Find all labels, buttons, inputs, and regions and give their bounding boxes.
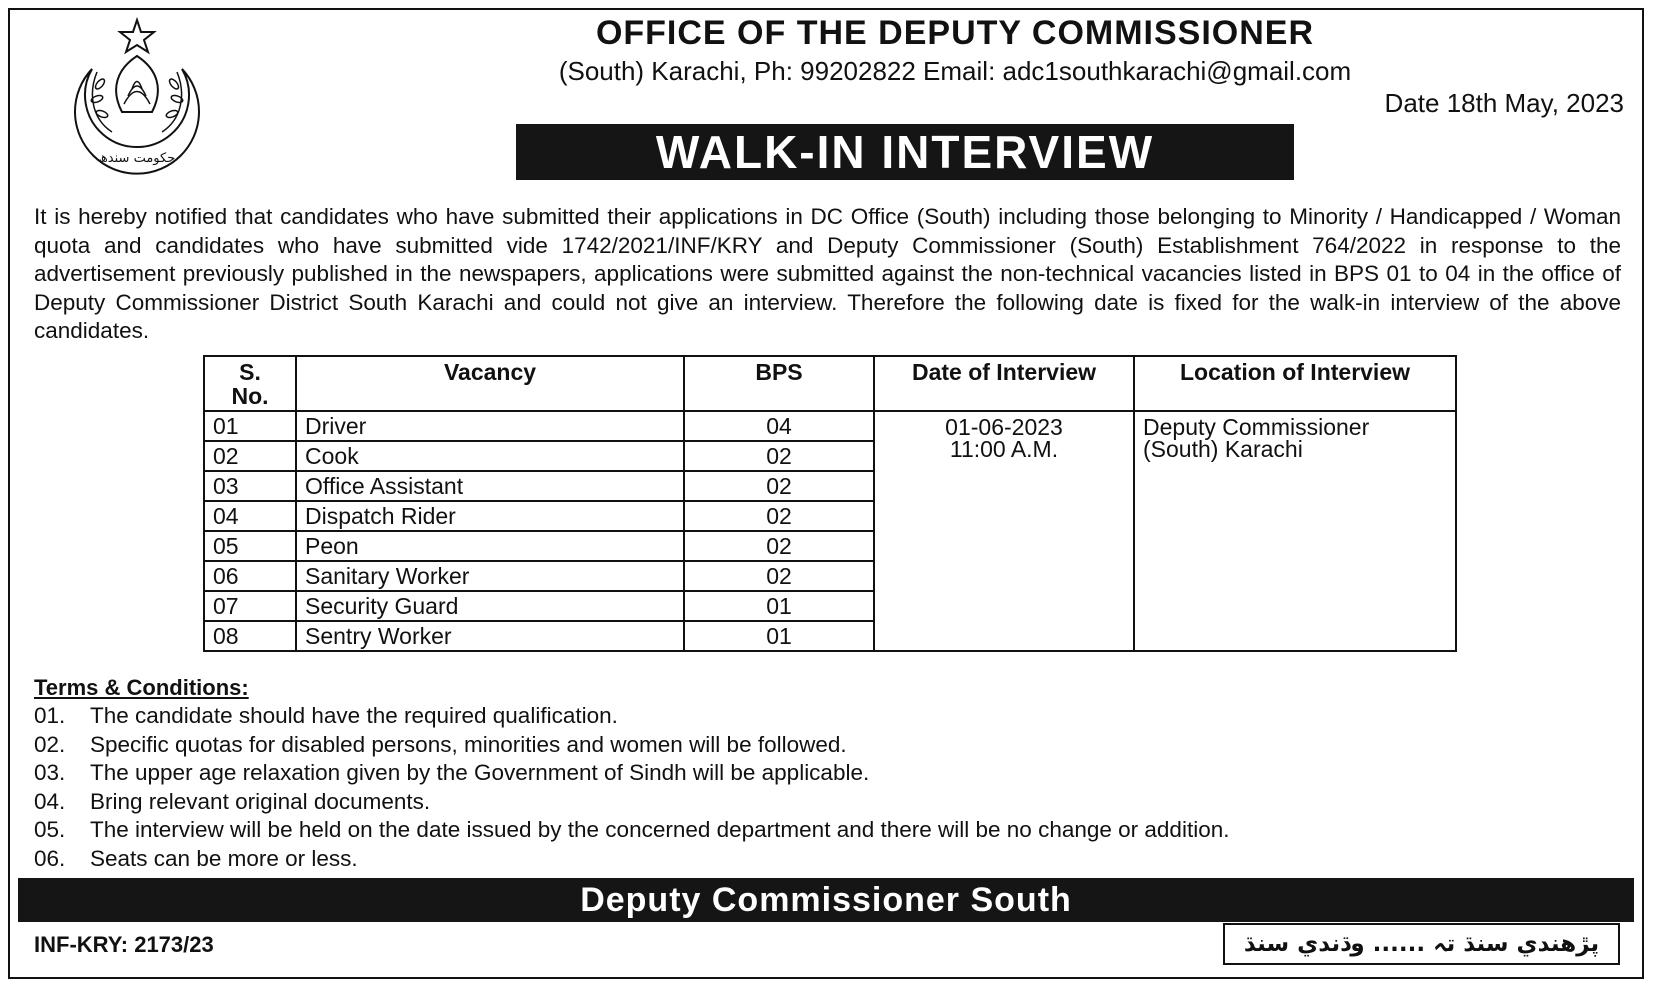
header-location: Location of Interview — [1134, 356, 1456, 411]
term-number: 04. — [34, 788, 66, 814]
table-header-row — [204, 356, 1456, 411]
header-bps: BPS — [684, 356, 874, 411]
term-number: 05. — [34, 817, 66, 842]
cell-bps: 04 — [684, 411, 874, 441]
sindh-government-emblem-icon — [52, 14, 222, 184]
header-vacancy: Vacancy — [296, 356, 684, 411]
cell-bps: 02 — [684, 441, 874, 471]
cell-interview-location — [1134, 411, 1456, 651]
interview-time: 11:00 A.M. — [949, 436, 1059, 462]
office-title: OFFICE OF THE DEPUTY COMMISSIONER — [595, 14, 1315, 52]
location-line2: (South) Karachi — [1143, 436, 1303, 462]
office-contact: (South) Karachi, Ph: 99202822 Email: adc1southkarachi@gmail.com — [558, 56, 1352, 86]
term-text: The interview will be held on the date issued by the concerned department and there will be no change or addition. — [90, 817, 1230, 842]
sindhi-slogan: پڙهندي سنڌ تہ ...... وڌندي سنڌ — [1223, 923, 1620, 965]
term-item — [34, 702, 1229, 731]
term-text: The candidate should have the required qualification. — [90, 703, 618, 728]
cell-sno: 01 — [204, 411, 296, 441]
vacancy-table — [203, 355, 1457, 652]
term-number: 03. — [34, 760, 66, 785]
cell-vacancy: Security Guard — [296, 591, 684, 621]
cell-bps: 02 — [684, 501, 874, 531]
cell-bps: 02 — [684, 471, 874, 501]
header-sno-line2: No. — [231, 383, 269, 409]
term-number: 01. — [34, 703, 66, 728]
cell-interview-date — [874, 411, 1134, 651]
cell-sno: 04 — [204, 501, 296, 531]
header-date: Date of Interview — [874, 356, 1134, 411]
reference-number: INF-KRY: 2173/23 — [34, 932, 214, 957]
cell-sno: 08 — [204, 621, 296, 651]
header-sno — [204, 356, 296, 411]
terms-title: Terms & Conditions: — [34, 675, 249, 700]
cell-vacancy: Sanitary Worker — [296, 561, 684, 591]
cell-vacancy: Driver — [296, 411, 684, 441]
walk-in-banner: WALK-IN INTERVIEW — [516, 124, 1294, 180]
cell-vacancy: Dispatch Rider — [296, 501, 684, 531]
cell-sno: 07 — [204, 591, 296, 621]
cell-bps: 01 — [684, 591, 874, 621]
cell-sno: 03 — [204, 471, 296, 501]
cell-bps: 01 — [684, 621, 874, 651]
term-item — [34, 845, 1229, 874]
emblem-script: حکومت سندھ — [98, 151, 176, 166]
cell-vacancy: Sentry Worker — [296, 621, 684, 651]
terms-list — [34, 702, 1229, 873]
cell-vacancy: Peon — [296, 531, 684, 561]
notice-date: Date 18th May, 2023 — [1384, 88, 1624, 118]
term-item — [34, 759, 1229, 788]
intro-paragraph: It is hereby notified that candidates who have submitted their applications in DC Office (South) including those belonging to Minority / Handicapped / Woman quota and candidates who have submitted vide 1742/2021/INF/KRY and Deputy Commissioner (South) Establishment 764/2022 in response to the advertisement previously published in the newspapers, applications were submitted against the non-technical vacancies listed in BPS 01 to 04 in the office of Deputy Commissioner District South Karachi and could not give an interview. Therefore the following date is fixed for the walk-in interview of the above candidates. — [34, 204, 1621, 343]
term-item — [34, 816, 1229, 845]
term-text: Seats can be more or less. — [90, 845, 358, 871]
signature-banner: Deputy Commissioner South — [18, 878, 1634, 922]
cell-bps: 02 — [684, 531, 874, 561]
location-line1: Deputy Commissioner — [1143, 414, 1370, 440]
term-text: Bring relevant original documents. — [90, 788, 431, 814]
table-row — [204, 411, 1456, 441]
term-text: The upper age relaxation given by the Government of Sindh will be applicable. — [90, 760, 870, 785]
term-item — [34, 731, 1229, 760]
cell-bps: 02 — [684, 561, 874, 591]
cell-sno: 02 — [204, 441, 296, 471]
interview-date: 01-06-2023 — [945, 414, 1063, 440]
cell-sno: 05 — [204, 531, 296, 561]
term-text: Specific quotas for disabled persons, minorities and women will be followed. — [90, 731, 847, 757]
term-number: 02. — [34, 731, 66, 757]
cell-vacancy: Office Assistant — [296, 471, 684, 501]
term-number: 06. — [34, 845, 66, 871]
cell-vacancy: Cook — [296, 441, 684, 471]
term-item — [34, 788, 1229, 817]
cell-sno: 06 — [204, 561, 296, 591]
header-sno-line1: S. — [239, 359, 261, 385]
